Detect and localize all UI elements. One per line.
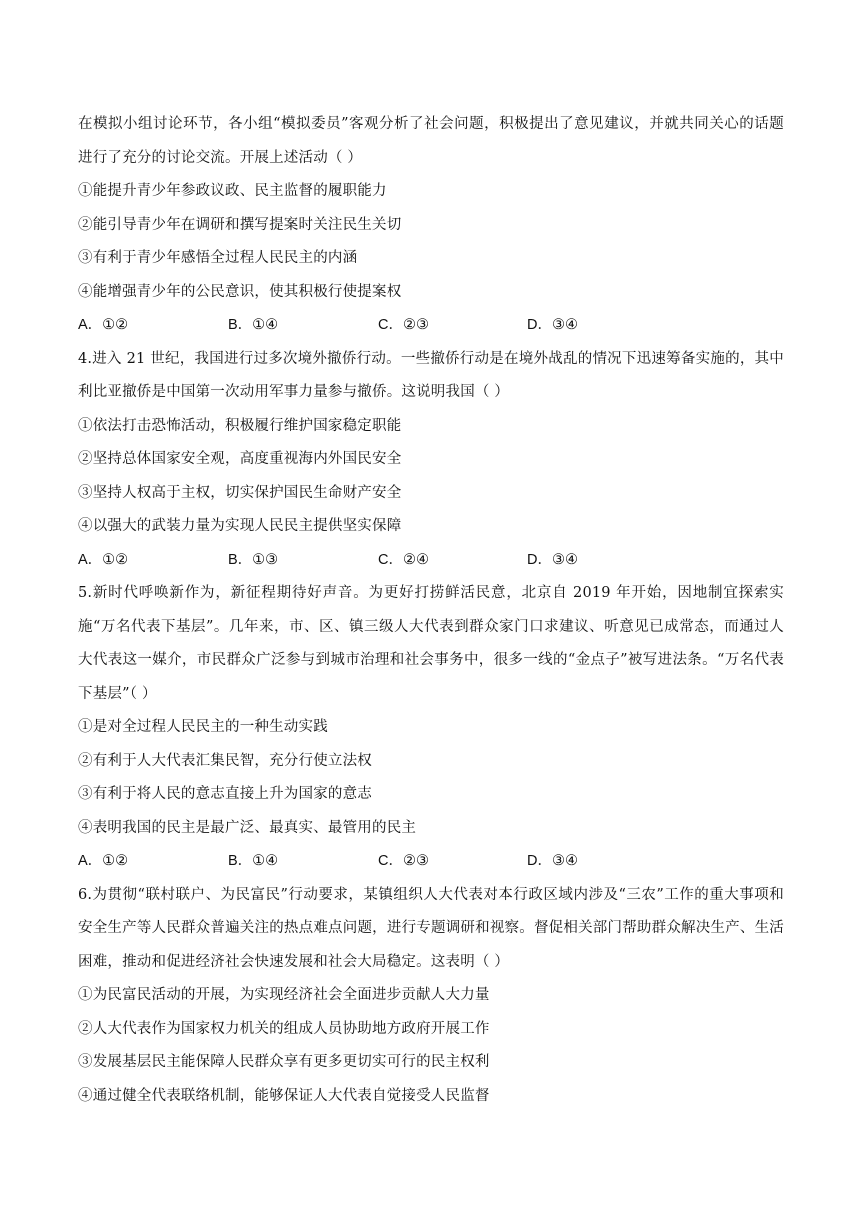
choice-value: ②④ <box>402 551 429 568</box>
answer-choices <box>78 309 784 343</box>
choice-b[interactable] <box>228 845 278 879</box>
choice-letter: C． <box>378 853 403 869</box>
choice-c[interactable] <box>378 309 429 343</box>
option-3: ③有利于将人民的意志直接上升为国家的意志 <box>78 786 372 802</box>
choice-value: ③④ <box>551 551 578 568</box>
page-content <box>78 108 784 1113</box>
choice-b[interactable] <box>228 544 278 578</box>
question-6 <box>78 879 784 1114</box>
question-5 <box>78 577 784 879</box>
option-1: ①能提升青少年参政议政、民主监督的履职能力 <box>78 183 387 199</box>
option-4: ④表明我国的民主是最广泛、最真实、最管用的民主 <box>78 819 417 836</box>
choice-value: ③④ <box>551 853 578 869</box>
choice-d[interactable] <box>527 309 578 343</box>
choice-letter: C． <box>378 317 403 333</box>
option-1: ①为民富民活动的开展，为实现经济社会全面进步贡献人大力量 <box>78 987 490 1003</box>
choice-letter: D． <box>527 551 552 568</box>
choice-d[interactable] <box>527 544 578 578</box>
choice-value: ②③ <box>402 317 429 333</box>
question-stem: 5.新时代呼唤新作为，新征程期待好声音。为更好打捞鲜活民意，北京自 2019 年开始，因地制宜探索实施“万名代表下基层”。几年来，市、区、镇三级人大代表到群众家门口求建议、听意见已成常态，而通过人大代表这一媒介，市民群众广泛参与到城市治理和社会事务中，很多一线的“金点子”被写进法条。“万名代表下基层”（ ） <box>78 585 784 702</box>
choice-letter: A． <box>78 853 103 869</box>
choice-letter: C． <box>378 551 403 568</box>
option-2: ②能引导青少年在调研和撰写提案时关注民生关切 <box>78 216 402 233</box>
choice-b[interactable] <box>228 309 278 343</box>
choice-value: ①② <box>102 317 129 333</box>
question-stem: 6.为贯彻“联村联户、为民富民”行动要求，某镇组织人大代表对本行政区域内涉及“三农”工作的重大事项和安全生产等人民群众普遍关注的热点难点问题，进行专题调研和视察。督促相关部门帮助群众解决生产、生活困难，推动和促进经济社会快速发展和社会大局稳定。这表明（ ） <box>78 886 784 970</box>
choice-value: ①③ <box>252 551 279 568</box>
choice-letter: A． <box>78 317 103 333</box>
choice-c[interactable] <box>378 845 429 879</box>
answer-choices <box>78 544 784 578</box>
option-4: ④能增强青少年的公民意识，使其积极行使提案权 <box>78 283 402 300</box>
option-3: ③发展基层民主能保障人民群众享有更多更切实可行的民主权利 <box>78 1054 490 1070</box>
option-3: ③坚持人权高于主权，切实保护国民生命财产安全 <box>78 484 402 501</box>
question-3 <box>78 108 784 343</box>
option-4: ④通过健全代表联络机制，能够保证人大代表自觉接受人民监督 <box>78 1087 490 1104</box>
option-3: ③有利于青少年感悟全过程人民民主的内涵 <box>78 250 358 266</box>
question-stem: 4.进入 21 世纪，我国进行过多次境外撤侨行动。一些撤侨行动是在境外战乱的情况下迅速筹备实施的，其中利比亚撤侨是中国第一次动用军事力量参与撤侨。这说明我国（ ） <box>78 350 784 400</box>
choice-letter: B． <box>228 551 253 568</box>
option-1: ①是对全过程人民民主的一种生动实践 <box>78 719 328 735</box>
choice-letter: D． <box>527 853 552 869</box>
question-stem: 在模拟小组讨论环节，各小组“模拟委员”客观分析了社会问题，积极提出了意见建议，并就共同关心的话题进行了充分的讨论交流。开展上述活动（ ） <box>78 116 784 166</box>
choice-value: ①② <box>102 853 129 869</box>
choice-value: ③④ <box>551 317 578 333</box>
option-4: ④以强大的武装力量为实现人民民主提供坚实保障 <box>78 518 402 534</box>
option-2: ②有利于人大代表汇集民智，充分行使立法权 <box>78 752 372 769</box>
choice-value: ①④ <box>252 853 279 869</box>
choice-a[interactable] <box>78 544 128 578</box>
choice-value: ②③ <box>402 853 429 869</box>
answer-choices <box>78 845 784 879</box>
choice-letter: B． <box>228 317 253 333</box>
option-2: ②坚持总体国家安全观，高度重视海内外国民安全 <box>78 451 402 467</box>
option-2: ②人大代表作为国家权力机关的组成人员协助地方政府开展工作 <box>78 1020 490 1037</box>
question-4 <box>78 343 784 578</box>
choice-letter: D． <box>527 317 552 333</box>
choice-letter: A． <box>78 551 103 568</box>
choice-value: ①② <box>102 551 129 568</box>
choice-a[interactable] <box>78 845 128 879</box>
choice-value: ①④ <box>252 317 279 333</box>
choice-d[interactable] <box>527 845 578 879</box>
option-1: ①依法打击恐怖活动，积极履行维护国家稳定职能 <box>78 417 402 434</box>
choice-c[interactable] <box>378 544 429 578</box>
choice-a[interactable] <box>78 309 128 343</box>
choice-letter: B． <box>228 853 253 869</box>
